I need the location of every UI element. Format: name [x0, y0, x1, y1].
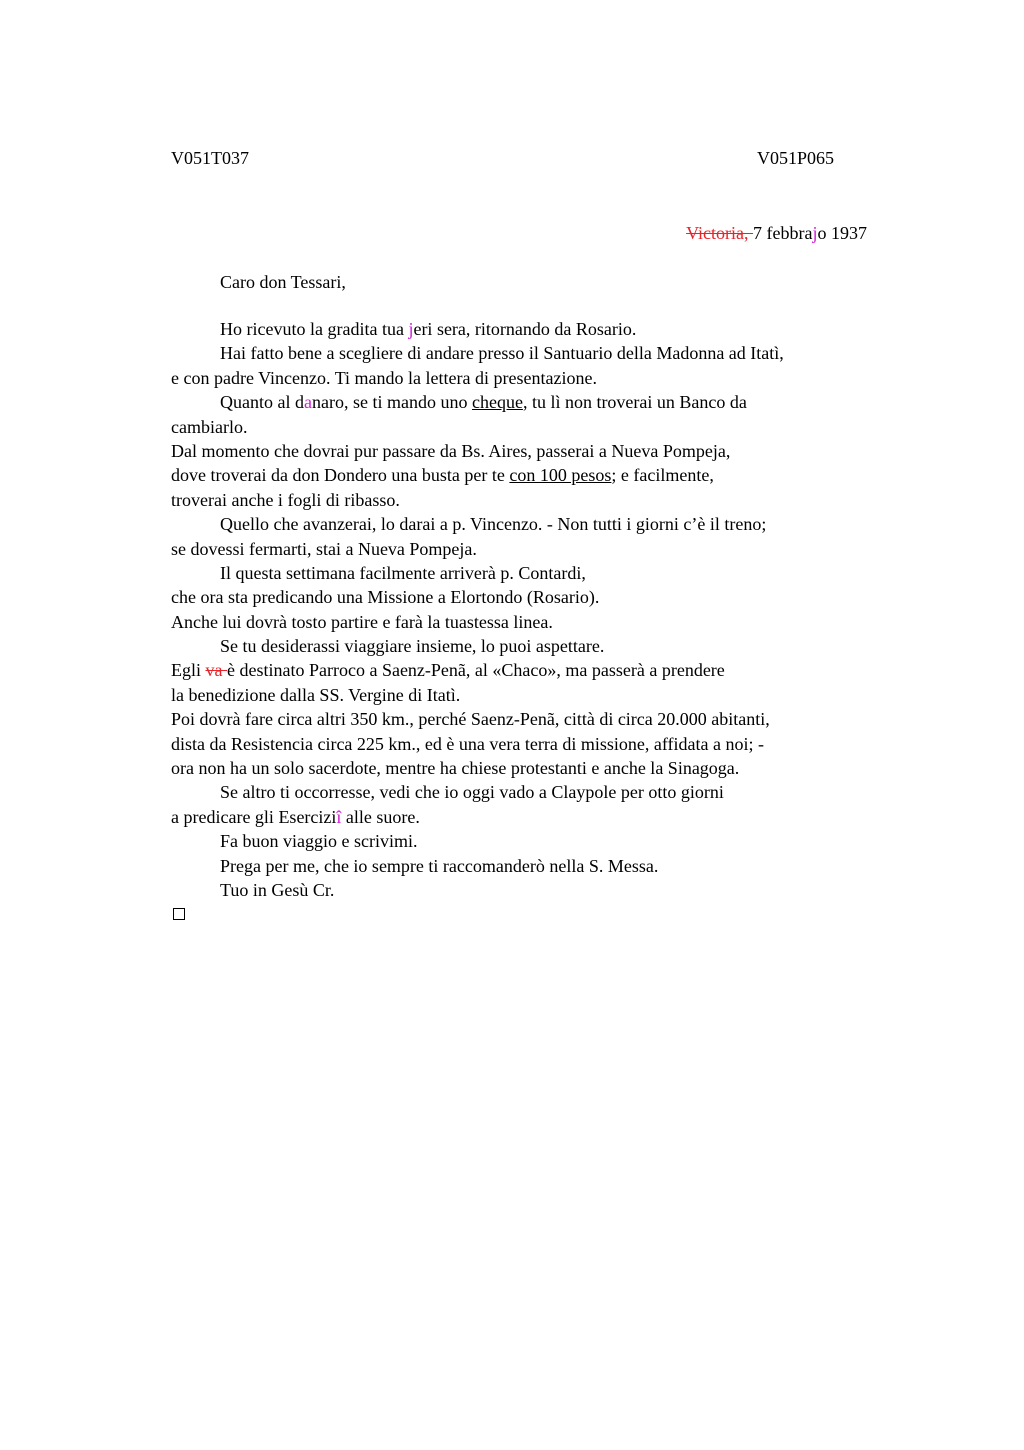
letter-line: che ora sta predicando una Missione a Elortondo (Rosario).: [171, 587, 600, 608]
letter-line: Hai fatto bene a scegliere di andare presso il Santuario della Madonna ad Itatì,: [220, 343, 784, 364]
document-reference-left: V051T037: [171, 148, 249, 168]
editorial-insertion: a: [303, 392, 312, 413]
letter-line: Se tu desiderassi viaggiare insieme, lo puoi aspettare.: [220, 636, 605, 657]
letter-line: Egli va è destinato Parroco a Saenz-Penã, al «Chaco», ma passerà a prendere: [171, 660, 725, 681]
letter-line: se dovessi fermarti, stai a Nueva Pompeja.: [171, 538, 477, 559]
underlined-text: cheque: [471, 392, 523, 413]
letter-line: Poi dovrà fare circa altri 350 km., perché Saenz-Penã, città di circa 20.000 abitanti,: [171, 709, 770, 730]
letter-body: [171, 318, 891, 903]
letter-line: Ho ricevuto la gradita tua jeri sera, ritornando da Rosario.: [220, 319, 637, 339]
letter-line: Quello che avanzerai, lo darai a p. Vincenzo. - Non tutti i giorni c’è il treno;: [220, 514, 767, 535]
letter-line: Dal momento che dovrai pur passare da Bs. Aires, passerai a Nueva Pompeja,: [171, 440, 731, 461]
date-insertion: j: [812, 223, 818, 243]
letter-line: Se altro ti occorresse, vedi che io oggi vado a Claypole per otto giorni: [220, 782, 724, 803]
greeting: Caro don Tessari,: [220, 272, 346, 292]
closing-line: Tuo in Gesù Cr.: [220, 879, 335, 900]
letter-line: Prega per me, che io sempre ti raccomanderò nella S. Messa.: [220, 855, 659, 876]
letter-line: dista da Resistencia circa 225 km., ed è una vera terra di missione, affidata a noi; -: [171, 733, 764, 754]
letter-line: cambiarlo.: [171, 416, 248, 437]
editorial-insertion: î: [336, 806, 342, 827]
letter-line: e con padre Vincenzo. Ti mando la lettera di presentazione.: [171, 367, 597, 388]
letter-line: Anche lui dovrà tosto partire e farà la tuastessa linea.: [171, 611, 553, 632]
letter-line: a predicare gli Eserciziî alle suore.: [171, 806, 420, 827]
document-reference-right: V051P065: [757, 148, 835, 168]
letter-line: Quanto al danaro, se ti mando uno cheque, tu lì non troverai un Banco da: [220, 392, 747, 413]
editorial-insertion: j: [408, 319, 414, 339]
letter-line: dove troverai da don Dondero una busta per te con 100 pesos; e facilmente,: [171, 465, 714, 486]
letter-line: Fa buon viaggio e scrivimi.: [220, 831, 418, 852]
square-outline-icon: [173, 908, 185, 920]
date-prefix: 7 febbra: [753, 223, 813, 243]
letter-line: ora non ha un solo sacerdote, mentre ha chiese protestanti e anche la Sinagoga.: [171, 758, 740, 779]
letter-line: la benedizione dalla SS. Vergine di Itatì.: [171, 684, 461, 705]
letter-line: Il questa settimana facilmente arriverà p. Contardi,: [220, 562, 586, 583]
underlined-text: con 100 pesos: [509, 465, 612, 486]
deleted-place: Victoria,: [686, 223, 754, 243]
date-line: [686, 222, 867, 244]
editorial-deletion: va: [205, 660, 227, 681]
date-suffix: o 1937: [817, 223, 867, 243]
letter-line: troverai anche i fogli di ribasso.: [171, 489, 400, 510]
